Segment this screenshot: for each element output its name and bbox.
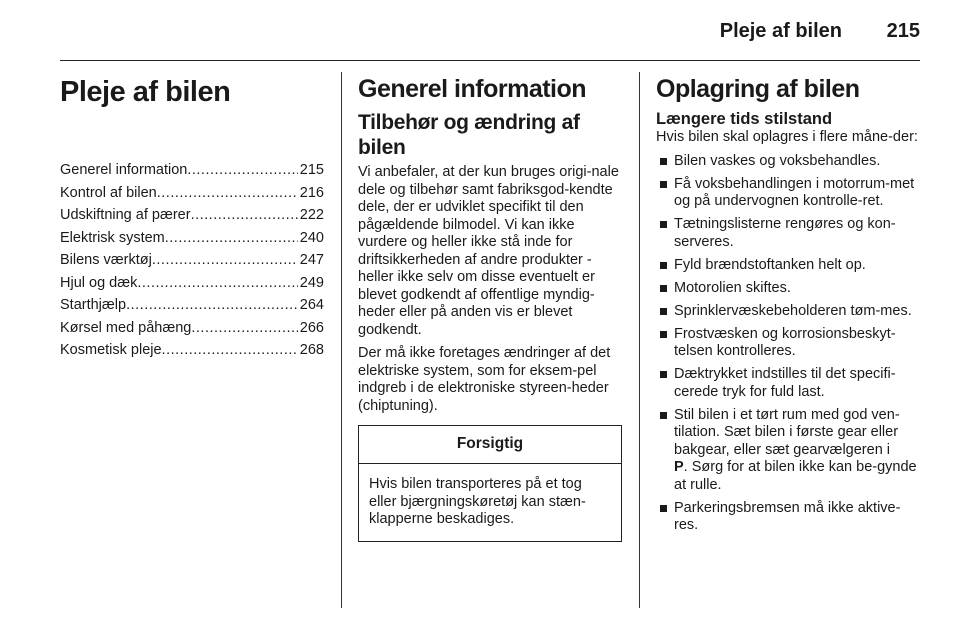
toc-item[interactable] [60, 272, 324, 295]
toc-page: 266 [299, 319, 324, 336]
toc-page: 247 [299, 252, 324, 268]
bullet-square-icon [660, 308, 667, 315]
toc-item[interactable] [60, 294, 324, 317]
toc-item[interactable] [60, 182, 324, 205]
section-title: Oplagring af bilen [656, 75, 860, 103]
header-rule [60, 60, 920, 61]
list-item [656, 407, 920, 495]
list-item [656, 326, 920, 361]
paragraph: Vi anbefaler, at der kun bruges origi-nale dele og tilbehør samt fabriksgod-kendte dele, der er udviklet specifikt til den pågældende bilmodel. Vi kan ikke vurdere og heller ikke stå inde for driftsikkerheden af andre produkter - heller ikke selv om disse eventuelt er blevet godkendt af offentlige myndig-heder eller på anden vis er blevet godkendt. [358, 164, 619, 338]
list-item-text: Bilen vaskes og voksbehandles. [674, 152, 881, 169]
list-item [656, 216, 920, 251]
header-section-name: Pleje af bilen [719, 20, 842, 42]
bullet-square-icon [660, 181, 667, 188]
chapter-column [60, 72, 324, 362]
section-subtitle: Længere tids stilstand [656, 110, 833, 128]
list-item [656, 366, 920, 401]
toc-label: Bilens værktøj [60, 252, 152, 268]
list-item [656, 500, 920, 535]
bullet-square-icon [660, 262, 667, 269]
list-item [656, 257, 920, 275]
toc-item[interactable] [60, 159, 324, 182]
toc-page: 268 [299, 342, 324, 358]
column-divider [341, 72, 342, 608]
list-item [656, 303, 920, 321]
toc-leader [191, 317, 297, 340]
table-of-contents [60, 159, 324, 362]
list-item-text: . Sørg for at bilen ikke kan be-gynde at rulle. [674, 459, 917, 493]
toc-leader [191, 204, 298, 227]
general-column [358, 72, 622, 542]
gear-position-label: P [674, 459, 684, 475]
toc-leader [165, 227, 298, 250]
toc-page: 215 [299, 162, 324, 178]
toc-label: Kontrol af bilen [60, 184, 157, 201]
column-divider [639, 72, 640, 608]
section-subtitle: Tilbehør og ændring af bilen [358, 111, 580, 159]
bullet-square-icon [660, 221, 667, 228]
toc-label: Hjul og dæk [60, 274, 138, 291]
toc-page: 240 [299, 229, 324, 246]
toc-leader [157, 182, 298, 205]
toc-leader [162, 339, 298, 362]
toc-leader [137, 272, 297, 295]
toc-item[interactable] [60, 204, 324, 227]
section-title: Generel information [358, 75, 587, 103]
toc-item[interactable] [60, 227, 324, 250]
list-item-text: Få voksbehandlingen i motorrum-met og på undervognen kontrolle-ret. [674, 175, 915, 209]
toc-item[interactable] [60, 317, 324, 340]
header-page-number: 215 [886, 20, 920, 42]
toc-label: Kørsel med påhæng [60, 319, 192, 336]
page-header [60, 16, 920, 48]
toc-item[interactable] [60, 249, 324, 272]
bullet-square-icon [660, 331, 667, 338]
list-item [656, 153, 920, 171]
toc-page: 264 [299, 297, 324, 313]
toc-page: 216 [299, 184, 324, 201]
bullet-square-icon [660, 412, 667, 419]
bullet-list [656, 153, 920, 535]
toc-leader [126, 294, 298, 317]
list-item-text: Dæktrykket indstilles til det specifi-cerede tryk for fuld last. [674, 366, 896, 400]
list-item [656, 280, 920, 298]
paragraph: Der må ikke foretages ændringer af det elektriske system, som for eksem-pel indgreb i de elektroniske styreen-heder (chiptuning). [358, 345, 611, 414]
bullet-square-icon [660, 505, 667, 512]
toc-leader [187, 159, 297, 182]
bullet-square-icon [660, 285, 667, 292]
caution-body: Hvis bilen transporteres på et tog eller bjærgningskøretøj kan stæn-klapperne beskadiges. [369, 476, 586, 527]
toc-label: Generel information [60, 162, 188, 178]
toc-page: 222 [299, 207, 324, 223]
toc-label: Elektrisk system [60, 229, 165, 246]
caution-heading: Forsigtig [359, 426, 621, 464]
list-item-text: Sprinklervæskebeholderen tøm-mes. [674, 302, 912, 319]
toc-label: Udskiftning af pærer [60, 207, 191, 223]
list-item-text: Tætningslisterne rengøres og kon-serveres. [674, 216, 896, 250]
caution-box [358, 425, 622, 542]
list-item [656, 176, 920, 211]
toc-item[interactable] [60, 339, 324, 362]
list-item-text: Motorolien skiftes. [674, 279, 791, 296]
toc-label: Kosmetisk pleje [60, 342, 162, 358]
bullet-square-icon [660, 158, 667, 165]
toc-label: Starthjælp [60, 297, 127, 313]
paragraph: Hvis bilen skal oplagres i flere måne-der: [656, 129, 918, 145]
chapter-title: Pleje af bilen [60, 76, 231, 108]
toc-page: 249 [299, 274, 324, 291]
toc-leader [152, 249, 298, 272]
storage-column [656, 72, 920, 540]
list-item-text: Frostvæsken og korrosionsbeskyt-telsen kontrolleres. [674, 325, 896, 359]
bullet-square-icon [660, 371, 667, 378]
list-item-text: Parkeringsbremsen må ikke aktive-res. [674, 499, 901, 533]
list-item-text: Stil bilen i et tørt rum med god ven-tilation. Sæt bilen i første gear eller bakgear, eller sæt gearvælgeren i [674, 406, 900, 458]
list-item-text: Fyld brændstoftanken helt op. [674, 256, 866, 273]
